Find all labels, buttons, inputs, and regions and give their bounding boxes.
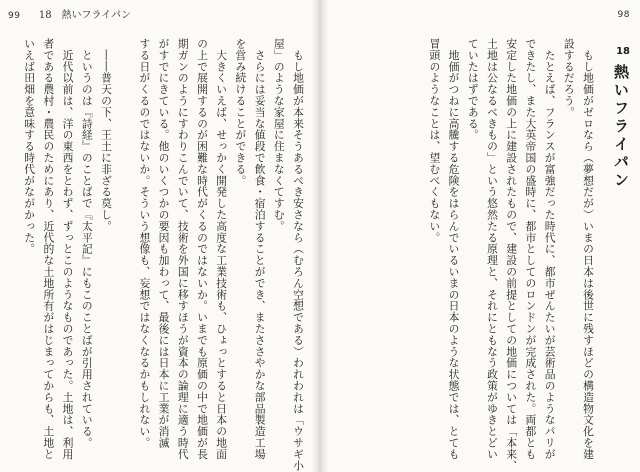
text-line: ――普天の下、王土に非ざる莫し。 (99, 38, 113, 232)
text-line: 土地は公なるべきもの」という悠然たる原理と、それにともなう政策がゆきとどい (485, 38, 499, 460)
chapter-number: 18 (616, 46, 630, 57)
text-line: を営み続けることができる。 (234, 38, 248, 187)
right-page (322, 0, 640, 472)
left-page-body (20, 38, 308, 472)
text-line: いえば田畑を意味する時代がながかった。 (23, 38, 37, 255)
right-page-body (425, 38, 598, 472)
blank-line (116, 38, 135, 466)
text-line: というのは『詩経』のことばで『太平記』にもこのことばが引用されている。 (80, 38, 94, 449)
text-line: する日がくるのではないか。そういう想像も、妄想ではなくなるかもしれない。 (138, 38, 152, 449)
text-line: の上で展開するのが困難な時代がくるのではないか。いまでも原価の中で地価が長 (195, 38, 209, 460)
text-line: がすでにきている。他のいくつかの要因も加わって、最後には日本に工業が消滅 (157, 38, 171, 449)
text-line: 者である農村・農民のためにあり、近代的な土地所有がはじまってからも、土地と (42, 38, 56, 460)
text-line: 地価がつねに高騰する危険をはらんでいるいまの日本のような状態では、とても (447, 38, 461, 460)
left-page (0, 0, 318, 472)
text-line: ていたはずである。 (466, 38, 480, 141)
text-line: もし地価が本来そうあるべき安さなら（むろん空想である）われわれは「ウサギ小 (292, 38, 305, 472)
right-page-number: 98 (617, 10, 630, 20)
text-line: もし地価がゼロなら（夢想だが）いまの日本は後世に残すほどの構造物文化を建 (582, 38, 595, 460)
text-line: 期ガンのようにすわりこんでいて、技術を外国に移すほうが資本の論理に適う時代 (176, 38, 190, 460)
text-line: 屋」のような家屋に住まなくてすむ。 (272, 38, 286, 232)
text-line: 安定した地価の上に建設されたもので、建設の前提としての地価については「本来、 (505, 38, 519, 472)
text-line: 設するだろう。 (562, 38, 576, 118)
left-page-number: 99 (8, 11, 21, 21)
left-running-head (8, 6, 131, 21)
text-line: たとえば、フランスが富強だった時代に、都市ぜんたいが芸術品のようなパリが (543, 38, 557, 460)
text-line: できたし、また大英帝国の盛時に、都市としてのロンドンが完成された。両都とも (524, 38, 538, 460)
text-line: 大きくいえば、せっかく開発した高度な工業技術も、ひょっとすると日本の地面 (215, 38, 229, 460)
text-line: 近代以前は、洋の東西をとわず、ずっとこのようなものであった。土地は、利用 (61, 38, 75, 460)
chapter-title: 熱いフライパン (612, 64, 630, 190)
text-line: 冒頭のようなことは、望むべくもない。 (428, 38, 442, 244)
text-line: さらには妥当な値段で飲食・宿泊することができ、またささやかな部品製造工場 (253, 38, 267, 460)
left-running-head-title: 18 熱いフライパン (38, 10, 132, 21)
